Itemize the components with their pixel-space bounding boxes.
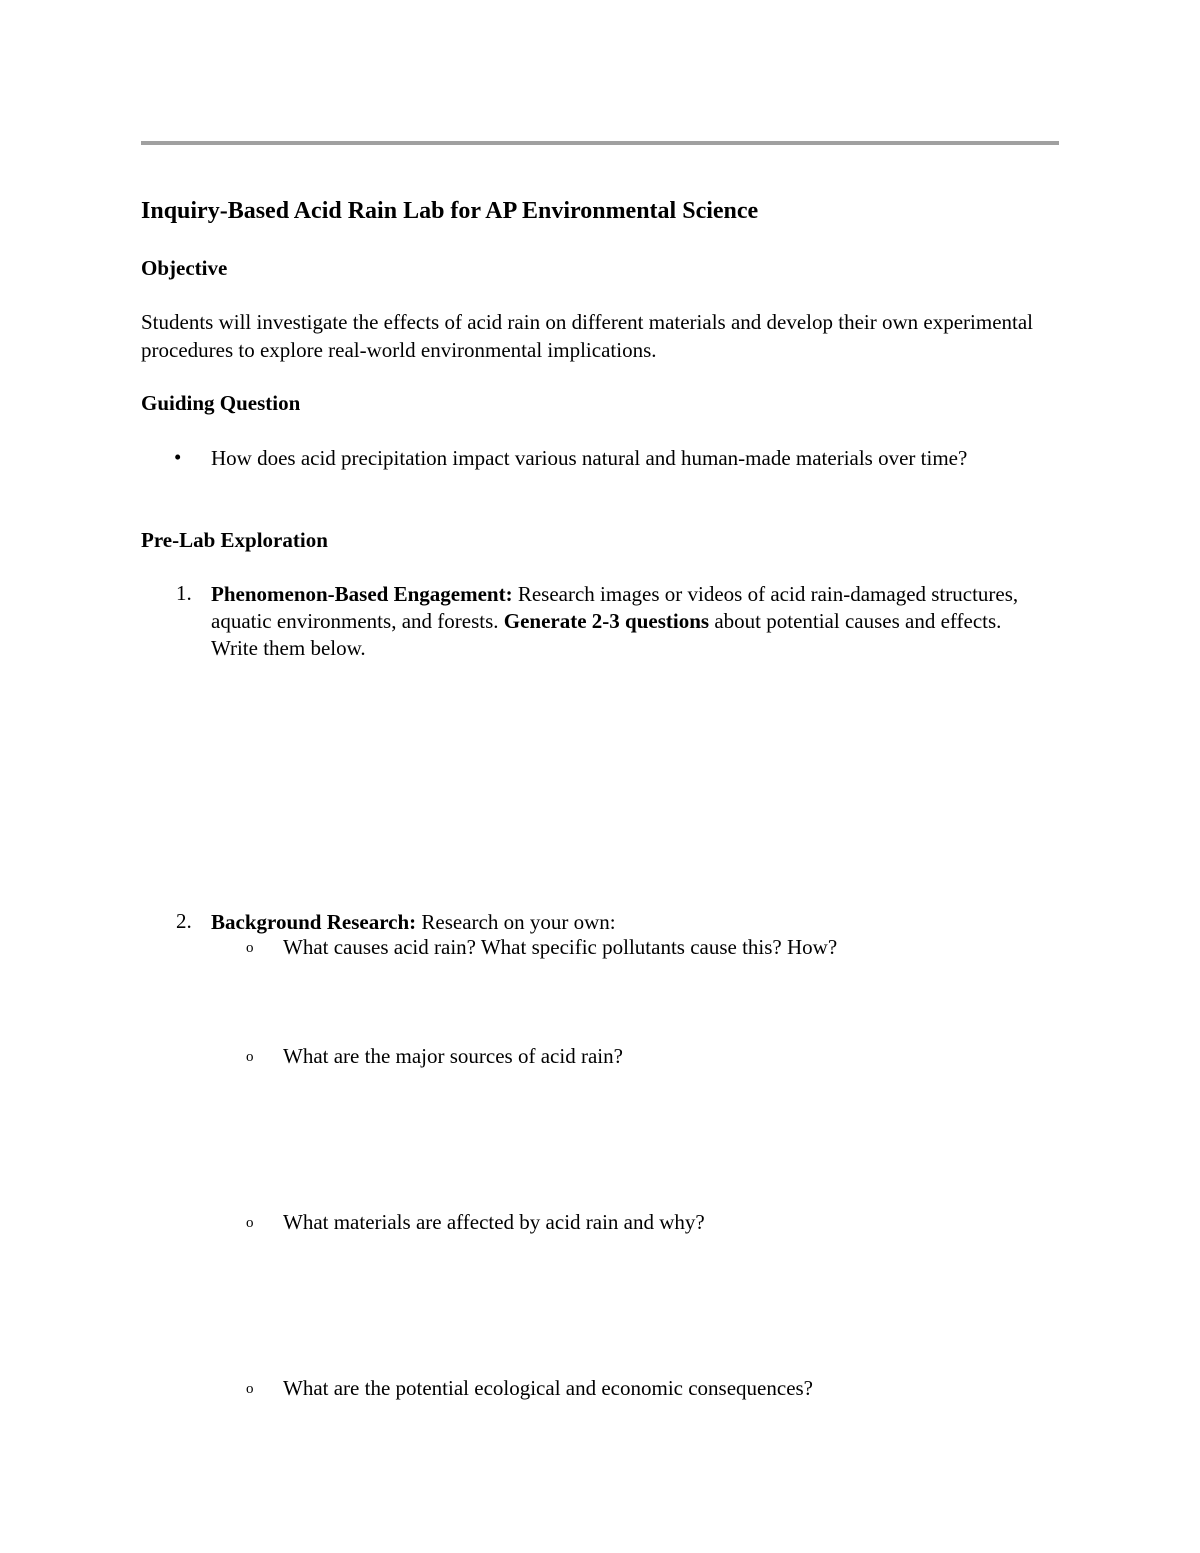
item-2-number: 2.	[176, 909, 192, 933]
sub-question-3: What materials are affected by acid rain and why?	[283, 1210, 705, 1234]
item-1-body: Research images or videos of acid rain-damaged structures, aquatic environments, and forests.	[211, 582, 1019, 633]
bullet-marker: •	[174, 445, 182, 469]
guiding-question-item: How does acid precipitation impact various natural and human-made materials over time?	[211, 446, 968, 470]
sub-question-1: What causes acid rain? What specific pollutants cause this? How?	[283, 935, 838, 959]
sub-marker: o	[246, 1215, 254, 1231]
item-2-text	[211, 909, 1041, 936]
sub-marker: o	[246, 1381, 254, 1397]
sub-marker: o	[246, 1049, 254, 1065]
sub-question-2: What are the major sources of acid rain?	[283, 1044, 623, 1068]
item-1-text	[211, 581, 1041, 662]
item-1-number: 1.	[176, 581, 192, 605]
objective-text: Students will investigate the effects of acid rain on different materials and develop their own experimental procedures to explore real-world environmental implications.	[141, 310, 1034, 362]
sub-marker: o	[246, 940, 254, 956]
item-1-emphasis: Generate 2-3 questions	[503, 609, 710, 633]
guiding-question-heading: Guiding Question	[141, 391, 301, 415]
item-2-body: Research on your own:	[416, 910, 616, 934]
page-title: Inquiry-Based Acid Rain Lab for AP Environmental Science	[141, 198, 759, 224]
objective-heading: Objective	[141, 256, 228, 280]
horizontal-rule	[141, 141, 1059, 145]
sub-question-4: What are the potential ecological and economic consequences?	[283, 1376, 814, 1400]
item-1-label: Phenomenon-Based Engagement:	[211, 582, 513, 606]
prelab-heading: Pre-Lab Exploration	[141, 528, 328, 552]
item-1-body-end: about potential causes and effects. Write them below.	[211, 609, 1002, 660]
item-2-label: Background Research:	[211, 910, 417, 934]
